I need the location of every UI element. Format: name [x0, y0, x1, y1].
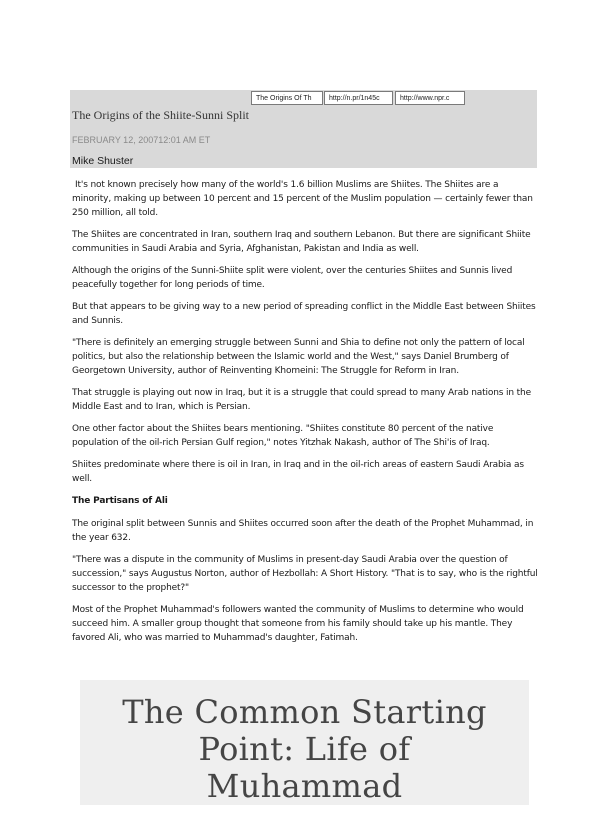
overlay-title-line: Point: Life of	[198, 730, 411, 768]
paragraph: It's not known precisely how many of the world's 1.6 billion Muslims are Shiites. The Shiites are a minority, making up between 10 percent and 15 percent of the Muslim population — certainly fewer than 250 million, all told.	[72, 180, 533, 218]
paragraph: Although the origins of the Sunni-Shiite split were violent, over the centuries Shiites and Sunnis lived peacefully together for long periods of time.	[72, 266, 513, 290]
paragraph: Most of the Prophet Muhammad's followers wanted the community of Muslims to determine who would succeed him. A smaller group thought that someone from his family should take up his mantle. They favored Ali, who was married to Muhammad's daughter, Fatimah.	[72, 605, 524, 643]
story-date: FEBRUARY 12, 200712:01 AM ET	[72, 135, 211, 145]
paragraph: That struggle is playing out now in Iraq, but it is a struggle that could spread to many Arab nations in the Middle East and to Iran, which is Persian.	[72, 388, 531, 412]
article-body	[72, 178, 540, 653]
paragraph: One other factor about the Shiites bears mentioning. "Shiites constitute 80 percent of the native population of the oil-rich Persian Gulf region," notes Yitzhak Nakash, author of The Shi'is of Iraq.	[72, 424, 494, 448]
paragraph: The original split between Sunnis and Shiites occurred soon after the death of the Prophet Muhammad, in the year 632.	[72, 519, 534, 543]
overlay-title	[80, 694, 529, 805]
paragraph: "There is definitely an emerging struggle between Sunni and Shia to define not only the pattern of local politics, but also the relationship between the Islamic world and the West," says Daniel Brumberg of Georgetown University, author of Reinventing Khomeini: The Struggle for Reform in Iran.	[72, 338, 525, 376]
paragraph: "There was a dispute in the community of Muslims in present-day Saudi Arabia over the question of succession," says Augustus Norton, author of Hezbollah: A Short History. "That is to say, who is the rightful successor to the prophet?"	[72, 555, 538, 593]
paragraph: But that appears to be giving way to a new period of spreading conflict in the Middle East between Shiites and Sunnis.	[72, 302, 536, 326]
tab-short-link[interactable]: http://n.pr/1n45c	[324, 91, 393, 105]
overlay-title-line: The Common Starting	[122, 693, 487, 731]
paragraph: Shiites predominate where there is oil in Iran, in Iraq and in the oil-rich areas of eastern Saudi Arabia as well.	[72, 460, 524, 484]
section-heading: The Partisans of Ali	[72, 496, 168, 506]
overlay-title-line: Muhammad	[206, 767, 403, 805]
paragraph: The Shiites are concentrated in Iran, southern Iraq and southern Lebanon. But there are significant Shiite communities in Saudi Arabia and Syria, Afghanistan, Pakistan and India as well.	[72, 230, 531, 254]
tab-npr-link[interactable]: http://www.npr.c	[395, 91, 465, 105]
story-title: The Origins of the Shiite-Sunni Split	[72, 108, 249, 122]
story-author: Mike Shuster	[72, 155, 134, 167]
tab-article-title[interactable]: The Origins Of Th	[251, 91, 323, 105]
